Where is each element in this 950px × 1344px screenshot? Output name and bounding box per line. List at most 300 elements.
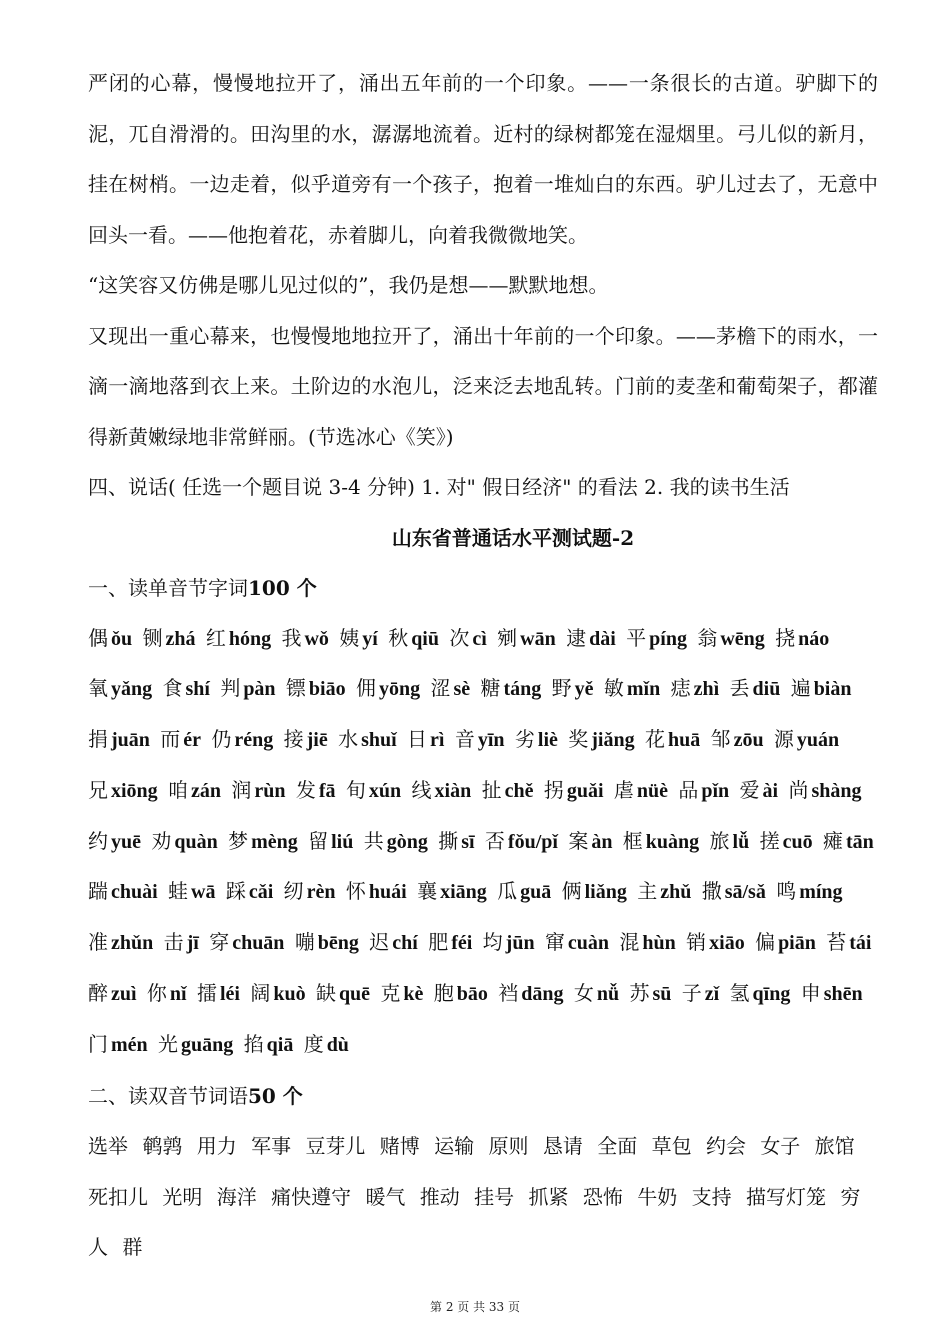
syllable-item — [160, 727, 205, 751]
syllable-character: 主 — [637, 879, 658, 904]
syllable-character: 胞 — [433, 981, 454, 1006]
test-title: 山东省普通话水平测试题-2 — [391, 525, 635, 550]
section-2-prefix: 二、读双音节词语 — [88, 1083, 248, 1108]
syllable-pinyin: mèng — [251, 830, 298, 853]
syllable-item — [497, 879, 555, 903]
syllable-pinyin: jiǎng — [591, 729, 635, 752]
syllable-item — [88, 930, 157, 954]
syllable-character: 嘣 — [294, 930, 315, 955]
syllable-character: 偶 — [88, 625, 108, 650]
syllable-item — [168, 778, 225, 802]
syllable-pinyin: zhǔ — [660, 881, 692, 904]
syllable-character: 申 — [800, 981, 821, 1006]
syllable-character: 穿 — [209, 930, 230, 955]
syllable-pinyin: xún — [368, 779, 402, 802]
syllable-item — [826, 930, 875, 954]
syllable-character: 判 — [220, 676, 241, 701]
syllable-item — [637, 879, 695, 903]
syllable-pinyin: zōu — [733, 729, 764, 752]
syllable-pinyin: qiā — [266, 1033, 294, 1056]
syllable-item — [604, 676, 664, 700]
syllable-character: 剜 — [497, 625, 518, 650]
section-1-count: 100 个 — [248, 576, 317, 600]
syllable-character: 克 — [380, 981, 401, 1006]
syllable-item — [740, 778, 783, 802]
syllable-character: 而 — [160, 727, 181, 752]
syllable-item — [697, 626, 768, 650]
syllable-character: 水 — [338, 727, 359, 752]
syllable-pinyin: réng — [234, 729, 274, 752]
syllable-pinyin: chě — [504, 779, 534, 802]
syllable-item — [455, 727, 509, 751]
syllable-character: 糖 — [480, 676, 501, 701]
syllable-item — [678, 778, 733, 802]
syllable-item — [682, 981, 723, 1005]
syllable-pinyin: kuàng — [645, 830, 700, 853]
syllable-item — [645, 727, 704, 751]
syllable-character: 踩 — [225, 879, 246, 904]
syllable-pinyin: liè — [537, 729, 558, 752]
page-footer: 第 2 页 共 33 页 — [430, 1300, 520, 1314]
syllable-character: 平 — [626, 625, 647, 650]
syllable-item — [730, 981, 795, 1005]
syllable-pinyin: tān — [845, 830, 874, 853]
syllable-item — [730, 676, 785, 700]
syllable-character: 仍 — [211, 727, 232, 752]
word-item: 女子 — [760, 1134, 801, 1159]
syllable-item — [346, 778, 405, 802]
syllable-pinyin: bēng — [317, 932, 359, 955]
syllable-item — [498, 981, 567, 1005]
syllable-pinyin: liǎng — [584, 881, 627, 904]
syllable-item — [304, 1032, 353, 1056]
syllable-item — [497, 626, 560, 650]
syllable-character: 挠 — [775, 625, 796, 650]
syllable-pinyin: cuàn — [567, 932, 610, 955]
syllable-item — [428, 930, 476, 954]
syllable-character: 框 — [622, 828, 643, 853]
syllable-pinyin: ǒu — [111, 627, 133, 650]
syllable-character: 踹 — [88, 879, 108, 904]
syllable-item — [412, 778, 476, 802]
syllable-pinyin: nüè — [636, 779, 668, 802]
syllable-character: 旅 — [709, 828, 730, 853]
syllable-item — [308, 829, 357, 853]
syllable-item — [562, 879, 631, 903]
syllable-character: 秋 — [388, 625, 409, 650]
syllable-pinyin: juān — [111, 729, 150, 752]
syllable-item — [823, 829, 878, 853]
syllable-character: 铡 — [142, 625, 163, 650]
syllable-pinyin: lǚ — [732, 830, 750, 853]
syllable-character: 你 — [146, 981, 167, 1006]
syllable-item — [552, 676, 598, 700]
syllable-pinyin: wēng — [720, 627, 765, 650]
syllable-pinyin: hóng — [228, 627, 272, 650]
syllable-character: 偏 — [755, 930, 776, 955]
syllable-item — [88, 981, 141, 1005]
syllable-character: 肥 — [428, 930, 449, 955]
syllable-character: 涩 — [430, 676, 451, 701]
syllable-item — [151, 829, 221, 853]
word-item: 海洋 — [216, 1184, 257, 1209]
syllable-item — [197, 981, 244, 1005]
syllable-item — [209, 930, 288, 954]
syllable-item — [284, 727, 332, 751]
syllable-pinyin: tái — [849, 932, 872, 955]
word-item: 光明 — [162, 1184, 203, 1209]
word-item: 草包 — [651, 1134, 692, 1159]
syllable-character: 捐 — [88, 727, 108, 752]
syllable-item — [434, 981, 492, 1005]
syllable-item — [801, 981, 867, 1005]
syllable-character: 否 — [484, 828, 505, 853]
syllable-item — [168, 879, 219, 903]
syllable-pinyin: fā — [318, 779, 336, 802]
syllable-item — [284, 879, 340, 903]
syllable-character: 撕 — [438, 828, 459, 853]
syllable-item — [760, 829, 817, 853]
syllable-character: 混 — [619, 930, 640, 955]
word-item: 痛快遵守 — [271, 1184, 352, 1209]
single-syllable-list — [88, 614, 878, 1071]
syllable-pinyin: cì — [472, 627, 487, 650]
syllable-character: 苏 — [629, 981, 650, 1006]
syllable-character: 瓜 — [497, 879, 518, 904]
syllable-pinyin: qiū — [411, 627, 439, 650]
syllable-pinyin: yōng — [378, 678, 421, 701]
syllable-pinyin: ér — [183, 729, 202, 752]
syllable-item — [480, 676, 545, 700]
syllable-pinyin: míng — [799, 881, 843, 904]
syllable-pinyin: jiē — [306, 729, 328, 752]
syllable-character: 鸣 — [776, 879, 797, 904]
passage-paragraph-3: 又现出一重心幕来，也慢慢地地拉开了，涌出十年前的一个印象。——茅檐下的雨水，一滴一滴地落到衣上来。土阶边的水泡儿，泛来泛去地乱转。门前的麦垄和葡萄架子，都灌得新黄嫩绿地非常鲜丽。(节选冰心《笑》) — [88, 323, 878, 449]
syllable-item — [619, 930, 679, 954]
syllable-item — [568, 727, 638, 751]
word-item: 抓紧 — [528, 1184, 569, 1209]
syllable-item — [281, 626, 332, 650]
syllable-item — [250, 981, 309, 1005]
syllable-character: 共 — [363, 828, 384, 853]
syllable-pinyin: wǒ — [304, 627, 329, 650]
syllable-pinyin: shàng — [811, 779, 862, 802]
syllable-pinyin: zhǔn — [111, 932, 154, 955]
syllable-item — [338, 727, 401, 751]
word-item: 挂号 — [474, 1184, 515, 1209]
syllable-character: 姨 — [339, 625, 360, 650]
syllable-character: 俩 — [561, 879, 582, 904]
syllable-pinyin: ài — [762, 779, 779, 802]
syllable-character: 佣 — [355, 676, 376, 701]
syllable-item — [671, 676, 724, 700]
syllable-character: 翁 — [697, 625, 718, 650]
syllable-pinyin: xiāo — [709, 932, 745, 955]
syllable-pinyin: liú — [331, 830, 354, 853]
syllable-pinyin: nǐ — [169, 983, 187, 1006]
syllable-character: 纫 — [283, 879, 304, 904]
syllable-character: 醉 — [88, 981, 108, 1006]
word-item: 原则 — [488, 1134, 529, 1159]
syllable-item — [629, 981, 675, 1005]
syllable-character: 镖 — [285, 676, 306, 701]
syllable-pinyin: sū — [652, 983, 672, 1006]
syllable-character: 搓 — [759, 828, 780, 853]
syllable-character: 瘫 — [822, 828, 843, 853]
syllable-pinyin: gòng — [386, 830, 428, 853]
syllable-pinyin: piān — [778, 932, 816, 955]
word-item: 用力 — [196, 1134, 237, 1159]
syllable-pinyin: dù — [326, 1033, 349, 1056]
syllable-pinyin: zán — [191, 779, 222, 802]
syllable-pinyin: xiōng — [111, 779, 158, 802]
syllable-character: 红 — [205, 625, 226, 650]
syllable-item — [482, 778, 538, 802]
word-item: 穷人 — [88, 1184, 861, 1260]
syllable-character: 拐 — [543, 777, 564, 802]
word-item: 豆芽儿 — [305, 1134, 366, 1159]
syllable-item — [296, 778, 340, 802]
syllable-item — [88, 829, 145, 853]
syllable-character: 氧 — [88, 676, 108, 701]
syllable-pinyin: píng — [649, 627, 687, 650]
syllable-item — [776, 879, 846, 903]
syllable-character: 线 — [411, 777, 432, 802]
syllable-pinyin: àn — [591, 830, 613, 853]
double-syllable-word-list — [88, 1121, 878, 1273]
syllable-character: 阔 — [250, 981, 271, 1006]
syllable-pinyin: huā — [667, 729, 701, 752]
syllable-character: 光 — [158, 1031, 179, 1056]
word-item: 支持 — [691, 1184, 732, 1209]
syllable-pinyin: yǎng — [111, 678, 153, 701]
syllable-pinyin: chuài — [111, 881, 158, 904]
syllable-pinyin: jī — [186, 932, 199, 955]
syllable-pinyin: kè — [403, 983, 424, 1006]
syllable-item — [417, 879, 491, 903]
syllable-item — [449, 626, 490, 650]
syllable-character: 掐 — [243, 1031, 264, 1056]
syllable-character: 虐 — [613, 777, 634, 802]
syllable-pinyin: pǐn — [701, 779, 730, 802]
syllable-pinyin: xiāng — [440, 881, 487, 904]
syllable-pinyin: biāo — [308, 678, 346, 701]
syllable-item — [574, 981, 623, 1005]
word-item: 选举 — [88, 1134, 128, 1159]
syllable-pinyin: shēn — [823, 983, 863, 1006]
syllable-pinyin: chí — [392, 932, 418, 955]
syllable-pinyin: zhì — [693, 678, 720, 701]
syllable-pinyin: guā — [520, 881, 552, 904]
syllable-item — [164, 930, 203, 954]
syllable-pinyin: pàn — [243, 678, 276, 701]
word-item: 牛奶 — [637, 1184, 678, 1209]
syllable-item — [711, 727, 768, 751]
syllable-character: 均 — [482, 930, 503, 955]
word-item: 旅馆 — [814, 1134, 855, 1159]
syllable-character: 咱 — [168, 777, 189, 802]
syllable-item — [211, 727, 277, 751]
syllable-character: 子 — [681, 981, 702, 1006]
syllable-pinyin: táng — [503, 678, 542, 701]
syllable-character: 日 — [407, 727, 428, 752]
syllable-item — [369, 930, 422, 954]
syllable-character: 襄 — [417, 879, 438, 904]
word-item: 鹌鹑 — [142, 1134, 183, 1159]
syllable-pinyin: léi — [219, 983, 240, 1006]
syllable-item — [220, 676, 279, 700]
syllable-character: 丢 — [729, 676, 750, 701]
syllable-character: 准 — [88, 930, 108, 955]
syllable-pinyin: yě — [574, 678, 594, 701]
syllable-character: 野 — [551, 676, 572, 701]
syllable-character: 奖 — [568, 727, 589, 752]
syllable-character: 爱 — [739, 777, 760, 802]
word-item: 推动 — [419, 1184, 460, 1209]
syllable-item — [147, 981, 191, 1005]
syllable-character: 音 — [454, 727, 475, 752]
syllable-pinyin: rèn — [306, 881, 336, 904]
syllable-pinyin: yí — [362, 627, 378, 650]
syllable-pinyin: náo — [798, 627, 830, 650]
syllable-pinyin: quē — [338, 983, 371, 1006]
syllable-character: 劣 — [514, 727, 535, 752]
syllable-character: 敏 — [603, 676, 624, 701]
syllable-character: 发 — [295, 777, 316, 802]
syllable-character: 花 — [644, 727, 665, 752]
syllable-pinyin: dài — [589, 627, 616, 650]
syllable-pinyin: cǎi — [248, 881, 274, 904]
syllable-pinyin: qīng — [752, 983, 791, 1006]
word-item: 暖气 — [365, 1184, 406, 1209]
word-item: 恳请 — [542, 1134, 583, 1159]
syllable-item — [228, 829, 302, 853]
syllable-item — [88, 1032, 152, 1056]
syllable-item — [407, 727, 448, 751]
syllable-item — [623, 829, 703, 853]
syllable-character: 旬 — [345, 777, 366, 802]
syllable-item — [286, 676, 350, 700]
syllable-character: 氢 — [729, 981, 750, 1006]
syllable-character: 兄 — [88, 777, 108, 802]
section-1-heading — [88, 563, 878, 614]
syllable-pinyin: sè — [453, 678, 471, 701]
syllable-character: 食 — [162, 676, 183, 701]
syllable-pinyin: sā/sǎ — [724, 881, 766, 904]
syllable-character: 苔 — [826, 930, 847, 955]
syllable-item — [438, 829, 478, 853]
syllable-pinyin: yīn — [477, 729, 505, 752]
syllable-item — [791, 676, 856, 700]
document-page — [88, 58, 878, 1273]
syllable-item — [88, 778, 162, 802]
syllable-item — [545, 930, 613, 954]
word-item: 群 — [122, 1235, 143, 1260]
syllable-character: 梦 — [228, 828, 249, 853]
syllable-pinyin: zǐ — [704, 983, 720, 1006]
syllable-item — [226, 879, 277, 903]
section-2-heading — [88, 1071, 878, 1122]
syllable-item — [614, 778, 672, 802]
syllable-character: 度 — [303, 1031, 324, 1056]
syllable-item — [88, 727, 154, 751]
syllable-item — [544, 778, 608, 802]
syllable-pinyin: wān — [520, 627, 556, 650]
syllable-item — [626, 626, 691, 650]
syllable-character: 逮 — [566, 625, 587, 650]
syllable-item — [231, 778, 289, 802]
syllable-character: 击 — [163, 930, 184, 955]
syllable-pinyin: xiàn — [434, 779, 472, 802]
syllable-item — [686, 930, 749, 954]
syllable-character: 我 — [281, 625, 302, 650]
syllable-character: 扯 — [481, 777, 502, 802]
syllable-character: 源 — [773, 727, 794, 752]
syllable-item — [515, 727, 562, 751]
section-2-count: 50 个 — [248, 1083, 303, 1108]
syllable-pinyin: shí — [185, 678, 210, 701]
passage-paragraph-1: 严闭的心幕，慢慢地拉开了，涌出五年前的一个印象。——一条很长的古道。驴脚下的泥，兀自滑滑的。田沟里的水，潺潺地流着。近村的绿树都笼在湿烟里。弓儿似的新月，挂在树梢。一边走着，似乎道旁有一个孩子，抱着一堆灿白的东西。驴儿过去了，无意中回头一看。——他抱着花，赤着脚儿，向着我微微地笑。 — [88, 71, 878, 247]
syllable-item — [568, 829, 616, 853]
syllable-pinyin: zhá — [165, 627, 196, 650]
syllable-character: 怀 — [345, 879, 366, 904]
syllable-item — [380, 981, 427, 1005]
word-item: 描写灯笼 — [745, 1184, 826, 1209]
syllable-pinyin: yuán — [796, 729, 840, 752]
syllable-item — [244, 1032, 298, 1056]
syllable-item — [158, 1032, 237, 1056]
syllable-pinyin: dāng — [521, 983, 564, 1006]
syllable-pinyin: jūn — [505, 932, 535, 955]
syllable-character: 窜 — [544, 930, 565, 955]
syllable-pinyin: rì — [430, 729, 445, 752]
syllable-item — [483, 930, 539, 954]
syllable-item — [775, 626, 833, 650]
syllable-pinyin: shuǐ — [361, 729, 397, 752]
syllable-pinyin: bāo — [456, 983, 488, 1006]
syllable-item — [485, 829, 562, 853]
syllable-character: 次 — [449, 625, 470, 650]
syllable-pinyin: yuē — [111, 830, 141, 853]
syllable-character: 接 — [283, 727, 304, 752]
syllable-pinyin: cuō — [782, 830, 813, 853]
word-item: 全面 — [597, 1134, 638, 1159]
syllable-pinyin: huái — [368, 881, 407, 904]
word-item: 恐怖 — [582, 1184, 623, 1209]
syllable-character: 迟 — [369, 930, 390, 955]
syllable-character: 蛙 — [168, 879, 189, 904]
syllable-pinyin: mén — [111, 1033, 148, 1056]
syllable-item — [702, 879, 770, 903]
syllable-item — [364, 829, 432, 853]
section-4-speaking: 四、说话( 任选一个题目说 3-4 分钟) 1. 对" 假日经济" 的看法 2. 我的读书生活 — [88, 475, 790, 499]
syllable-character: 尚 — [788, 777, 809, 802]
syllable-pinyin: chuān — [232, 932, 285, 955]
syllable-item — [346, 879, 411, 903]
word-item: 死扣儿 — [88, 1184, 148, 1209]
syllable-pinyin: zuì — [111, 983, 137, 1006]
syllable-character: 痣 — [670, 676, 691, 701]
syllable-pinyin: rùn — [254, 779, 286, 802]
syllable-character: 邹 — [710, 727, 731, 752]
syllable-item — [316, 981, 374, 1005]
syllable-item — [88, 676, 156, 700]
syllable-item — [88, 879, 162, 903]
syllable-character: 门 — [88, 1031, 108, 1056]
syllable-item — [356, 676, 424, 700]
syllable-item — [430, 676, 474, 700]
syllable-character: 劝 — [151, 828, 172, 853]
